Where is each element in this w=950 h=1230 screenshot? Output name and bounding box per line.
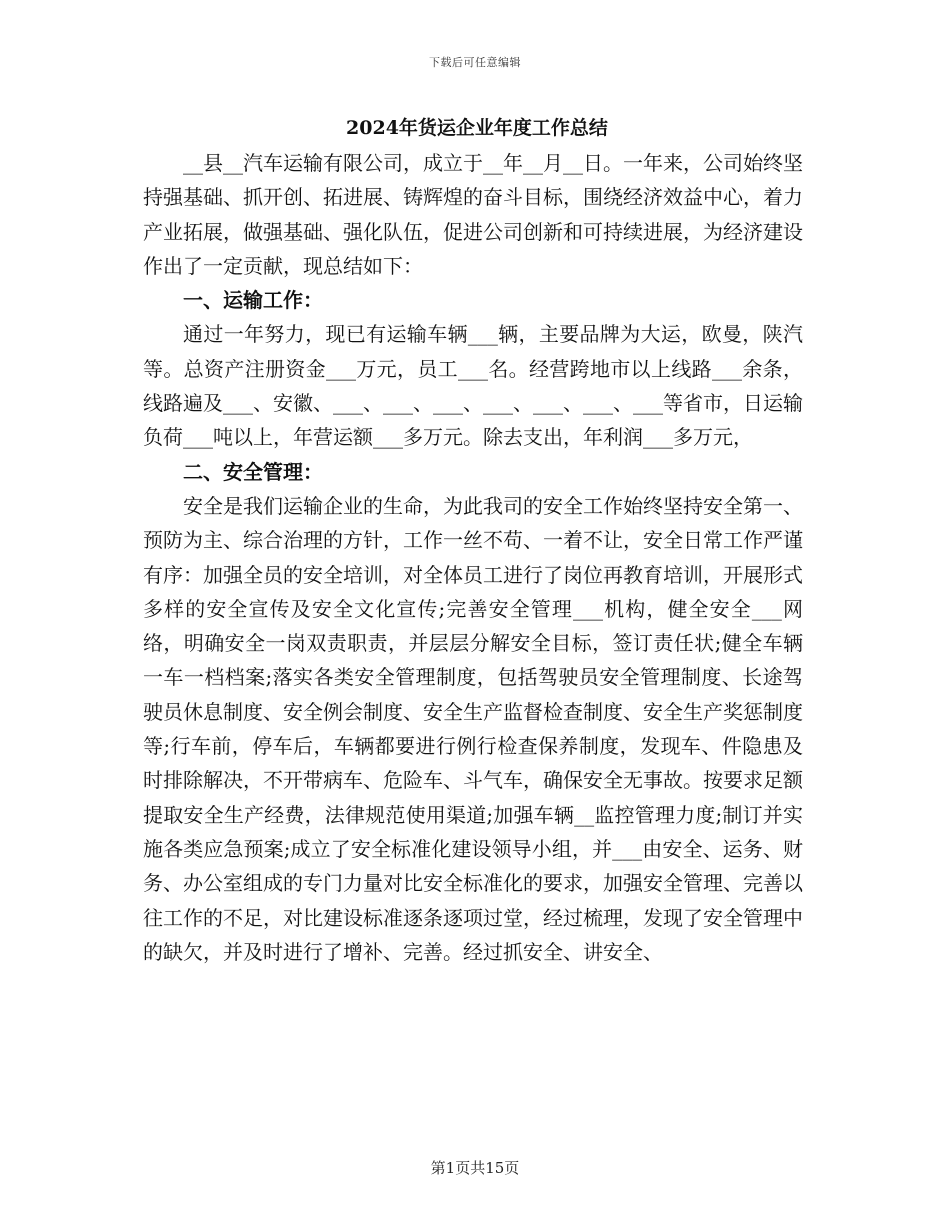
section-heading-safety: 二、安全管理： [183, 459, 323, 484]
header-note: 下载后可任意编辑 [429, 56, 521, 69]
document-body [143, 112, 803, 969]
page-indicator: 第1页共15页 [430, 1159, 520, 1177]
section-paragraph-safety: 安全是我们运输企业的生命，为此我司的安全工作始终坚持安全第一、预防为主、综合治理的方针，工作一丝不苟、一着不让，安全日常工作严谨有序：加强全员的安全培训，对全体员工进行了岗位再教育培训，开展形式多样的安全宣传及安全文化宣传;完善安全管理___机构，健全安全___网络，明确安全一岗双责职责，并层层分解安全目标，签订责任状;健全车辆一车一档档案;落实各类安全管理制度，包括驾驶员安全管理制度、长途驾驶员休息制度、安全例会制度、安全生产监督检查制度、安全生产奖惩制度等;行车前，停车后，车辆都要进行例行检查保养制度，发现车、件隐患及时排除解决，不开带病车、危险车、斗气车，确保安全无事故。按要求足额提取安全生产经费，法律规范使用渠道;加强车辆__监控管理力度;制订并实施各类应急预案;成立了安全标准化建设领导小组，并___由安全、运务、财务、办公室组成的专门力量对比安全标准化的要求，加强安全管理、完善以往工作的不足，对比建设标准逐条逐项过堂，经过梳理，发现了安全管理中的缺欠，并及时进行了增补、完善。经过抓安全、讲安全、 [143, 493, 803, 964]
intro-paragraph: __县__汽车运输有限公司，成立于__年__月__日。一年来，公司始终坚持强基础、抓开创、拓进展、铸辉煌的奋斗目标，围绕经济效益中心，着力产业拓展，做强基础、强化队伍，促进公司创新和可持续进展，为经济建设作出了一定贡献，现总结如下： [143, 151, 803, 278]
section-heading-transport: 一、运输工作： [183, 288, 323, 313]
document-title: 2024年货运企业年度工作总结 [346, 117, 608, 139]
section-paragraph-transport: 通过一年努力，现已有运输车辆___辆，主要品牌为大运，欧曼，陕汽等。总资产注册资金___万元，员工___名。经营跨地市以上线路___余条，线路遍及___、安徽、___、___、___、___、___、___、___等省市，日运输负荷___吨以上，年营运额___多万元。除去支出，年利润___多万元， [143, 322, 803, 450]
